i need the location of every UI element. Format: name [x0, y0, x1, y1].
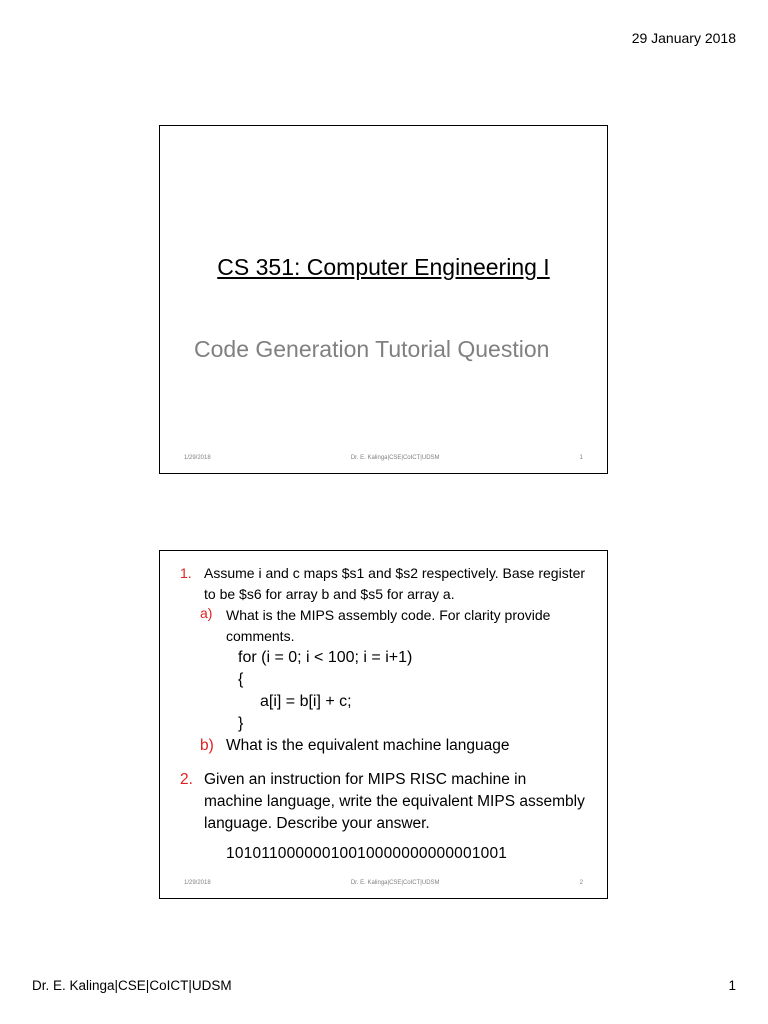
question-1a-label: a) — [200, 605, 213, 621]
question-list — [180, 563, 589, 863]
question-2-number: 2. — [180, 771, 193, 788]
question-2 — [180, 769, 589, 835]
slide-footer — [184, 455, 583, 461]
slide-footer-number: 1 — [579, 455, 583, 461]
code-block — [238, 647, 589, 735]
question-1a — [200, 605, 589, 647]
question-1a-text: What is the MIPS assembly code. For clarity provide comments. — [226, 607, 551, 644]
page-number: 1 — [728, 978, 736, 993]
question-1 — [180, 563, 589, 605]
slide-1 — [159, 125, 608, 474]
slide-footer-author: Dr. E. Kalinga|CSE|CoICT|UDSM — [350, 455, 440, 461]
slide-subtitle: Code Generation Tutorial Question — [194, 336, 550, 362]
question-1-number: 1. — [180, 565, 192, 581]
page-date: 29 January 2018 — [631, 30, 736, 46]
code-line: a[i] = b[i] + c; — [260, 693, 352, 710]
code-line: { — [238, 671, 244, 688]
slide-footer-author: Dr. E. Kalinga|CSE|CoICT|UDSM — [350, 880, 440, 886]
slide-footer — [184, 880, 583, 886]
question-1b-text: What is the equivalent machine language — [226, 737, 510, 754]
slide-footer-number: 2 — [579, 880, 583, 886]
question-1b-label: b) — [200, 737, 214, 754]
question-1b — [200, 735, 589, 757]
code-line: for (i = 0; i < 100; i = i+1) — [238, 649, 413, 666]
slide-title: CS 351: Computer Engineering I — [217, 254, 550, 280]
code-line: } — [238, 715, 244, 732]
question-1-text: Assume i and c maps $s1 and $s2 respectively. Base register to be $s6 for array b and $s5 for array a. — [204, 565, 586, 602]
slide-2 — [159, 550, 608, 899]
slide-footer-date: 1/29/2018 — [184, 880, 211, 886]
slide-footer-date: 1/29/2018 — [184, 455, 211, 461]
binary-instruction: 10101100000010010000000000001001 — [226, 845, 508, 862]
question-2-text: Given an instruction for MIPS RISC machine in machine language, write the equivalent MIPS assembly language. Describe your answer. — [204, 771, 585, 832]
page-footer-author: Dr. E. Kalinga|CSE|CoICT|UDSM — [32, 978, 232, 993]
